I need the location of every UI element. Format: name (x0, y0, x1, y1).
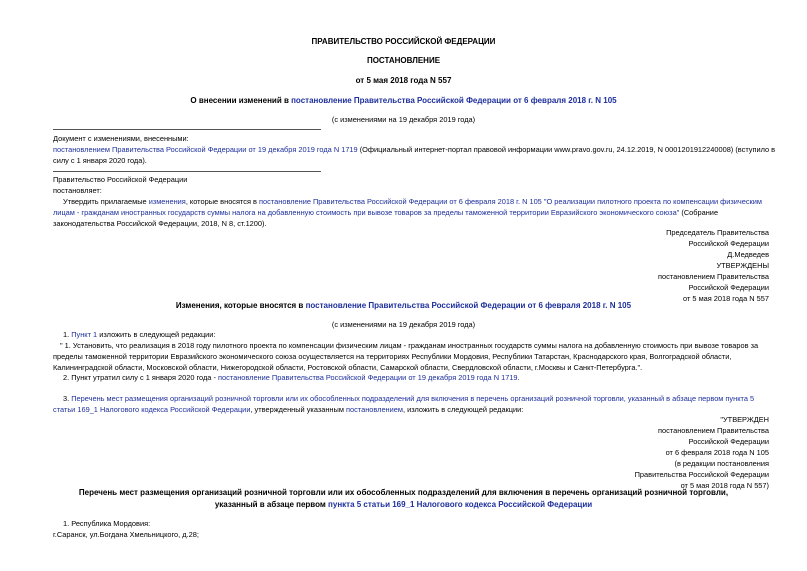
approved2-line-6: Правительства Российской Федерации (634, 470, 769, 479)
item-3-end: , изложить в следующей редакции: (402, 405, 524, 414)
doc-title-link[interactable]: постановление Правительства Российской Федерации от 6 февраля 2018 г. N 105 (291, 96, 617, 105)
item-1-text: изложить в следующей редакции: (97, 330, 216, 339)
item-3-decree-link[interactable]: постановлением (345, 405, 403, 414)
preamble-paragraph (53, 196, 773, 229)
approved2-line-3: Российской Федерации (688, 437, 769, 446)
item-3-text: , утвержденный указанным (250, 405, 346, 414)
item-2-text: 2. Пункт утратил силу с 1 января 2020 года - (63, 373, 218, 382)
changes-title (0, 300, 807, 311)
doc-title-prefix: О внесении изменений в (190, 96, 292, 105)
item-3 (53, 393, 775, 415)
preamble-text: (Собрание законодательства Российской Федерации, 2018, N 8, ст.1200). (53, 208, 719, 228)
list-title-line-1: Перечень мест размещения организаций розничной торговли или их обособленных подразделений для включения в перечень организаций розничной торговли, (78, 488, 729, 497)
decree-105-title-link[interactable]: "О реализации пилотного проекта по компенсации физическим лицам - гражданам иностранных государств суммы налога на добавленную стоимость при вывозе товаров за пределы таможенной территории Евразийского экономического союза" (53, 197, 763, 217)
changes-link[interactable]: изменения (148, 197, 186, 206)
approved-line-3: Российской Федерации (688, 283, 769, 292)
list-title-line-2 (0, 499, 807, 510)
divider (53, 129, 321, 130)
list-item-1: 1. Республика Мордовия: (63, 519, 151, 528)
decree-105-link[interactable]: постановление Правительства Российской Федерации от 6 февраля 2018 г. N 105 (259, 197, 542, 206)
preamble-line-2: постановляет: (53, 186, 102, 195)
changes-amended-note: (с изменениями на 19 декабря 2019 года) (331, 320, 476, 329)
list-item-1-address: г.Саранск, ул.Богдана Хмельницкого, д.28; (53, 530, 199, 539)
item-3-list-link[interactable]: Перечень мест размещения организаций розничной торговли или их обособленных подразделений для включения в перечень организаций розничной торговли, указанный в абзаце первом пункта 5 статьи 169_1 Налогового кодекса Российской Федерации (53, 394, 755, 414)
doc-date-number: от 5 мая 2018 года N 557 (355, 76, 452, 85)
approved-line-4: от 5 мая 2018 года N 557 (683, 294, 769, 303)
approved2-line-7: от 5 мая 2018 года N 557) (680, 481, 769, 490)
tax-code-link[interactable]: пункта 5 статьи 169_1 Налогового кодекса Российской Федерации (328, 500, 593, 509)
item-2-link[interactable]: постановление Правительства Российской Федерации от 19 декабря 2019 года N 1719 (217, 373, 518, 382)
signature-line-3: Д.Медведев (727, 250, 769, 259)
signature-line-1: Председатель Правительства (666, 228, 769, 237)
approved-line-2: постановлением Правительства (658, 272, 769, 281)
item-1-number: 1. (63, 330, 72, 339)
changes-note-text: (Официальный интернет-портал правовой информации www.pravo.gov.ru, 24.12.2019, N 0001201912240008) (вступило в (357, 145, 776, 154)
item-3-number: 3. (63, 394, 72, 403)
amending-decree-link[interactable]: постановлением Правительства Российской Федерации от 19 декабря 2019 года N 1719 (53, 145, 358, 154)
item-1-heading (63, 329, 216, 340)
approved2-line-5: (в редакции постановления (674, 459, 769, 468)
preamble-text: Утвердить прилагаемые (63, 197, 149, 206)
divider (53, 171, 321, 172)
signature-line-2: Российской Федерации (688, 239, 769, 248)
approved2-line-4: от 6 февраля 2018 года N 105 (665, 448, 769, 457)
item-2 (63, 372, 520, 383)
changes-note-line-2: силу с 1 января 2020 года). (53, 156, 147, 165)
approved2-line-1: "УТВЕРЖДЕН (720, 415, 769, 424)
preamble-text: , которые вносятся в (185, 197, 260, 206)
doc-type-heading: ПОСТАНОВЛЕНИЕ (366, 56, 441, 65)
changes-title-prefix: Изменения, которые вносятся в (175, 301, 306, 310)
doc-title (0, 95, 807, 106)
changes-note-line (53, 144, 775, 155)
item-2-end: . (517, 373, 520, 382)
approved2-line-2: постановлением Правительства (658, 426, 769, 435)
item-1-link[interactable]: Пункт 1 (71, 330, 98, 339)
item-1-quote: " 1. Установить, что реализация в 2018 году пилотного проекта по компенсации физическим лицам - гражданам иностранных государств суммы налога на добавленную стоимость при вывозе товаров за пределы таможенной территории Евразийского экономического союза осуществляется на территориях Республики Мордовия, Республики Татарстан, Краснодарского края, Волгоградской области, Калининградской области, Московской области, Нижегородской области, Ростовской области, Самарской области, Свердловской области, г.Москвы и Санкт-Петербурга.". (53, 341, 759, 372)
government-heading: ПРАВИТЕЛЬСТВО РОССИЙСКОЙ ФЕДЕРАЦИИ (311, 37, 496, 46)
list-title-prefix: указанный в абзаце первом (214, 500, 329, 509)
amended-note: (с изменениями на 19 декабря 2019 года) (331, 115, 476, 124)
changes-note-heading: Документ с изменениями, внесенными: (53, 134, 189, 143)
changes-title-link[interactable]: постановление Правительства Российской Федерации от 6 февраля 2018 г. N 105 (305, 301, 632, 310)
preamble-line-1: Правительство Российской Федерации (53, 175, 188, 184)
approved-line-1: УТВЕРЖДЕНЫ (716, 261, 769, 270)
